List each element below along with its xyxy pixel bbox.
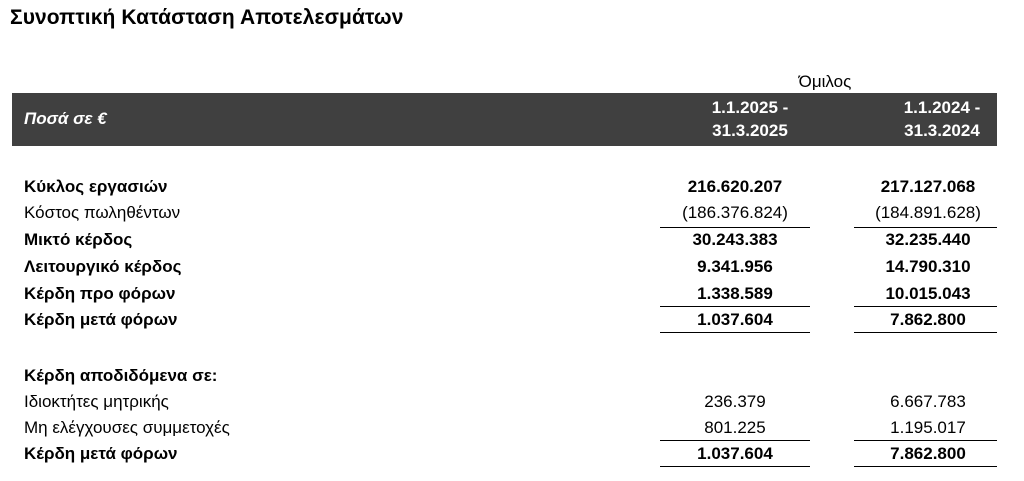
table-row (0, 200, 1024, 226)
row-label: Κέρδη αποδιδόμενα σε: (24, 366, 218, 385)
value-2025: 216.620.207 (687, 177, 783, 196)
table-row (0, 363, 1024, 389)
period-2024-header: 1.1.2024 - 31.3.2024 (903, 98, 981, 140)
row-label: Κέρδη μετά φόρων (24, 444, 178, 463)
row-label: Λειτουργικό κέρδος (24, 257, 182, 276)
table-row (0, 389, 1024, 415)
value-2024: 7.862.800 (890, 310, 966, 329)
value-2025: 30.243.383 (692, 230, 778, 249)
rule-line (854, 332, 997, 333)
rule-line (660, 306, 810, 307)
value-2024: 10.015.043 (885, 284, 971, 303)
value-2024: 217.127.068 (880, 177, 976, 196)
rule-line (854, 466, 997, 467)
table-row (0, 441, 1024, 467)
table-row (0, 254, 1024, 280)
value-2025: 1.338.589 (697, 284, 773, 303)
value-2024: 1.195.017 (890, 418, 966, 437)
table-header (12, 93, 997, 146)
period-2025-header: 1.1.2025 - 31.3.2025 (711, 98, 789, 140)
rule-line (660, 466, 810, 467)
page-title: Συνοπτική Κατάσταση Αποτελεσμάτων (10, 6, 404, 29)
row-label: Ιδιοκτήτες μητρικής (24, 392, 169, 411)
value-2024: 7.862.800 (890, 444, 966, 463)
value-2024: (184.891.628) (875, 203, 981, 222)
row-label: Κόστος πωληθέντων (24, 203, 181, 222)
table-row (0, 174, 1024, 200)
table-row (0, 227, 1024, 253)
rule-line (854, 227, 997, 228)
rule-line (660, 332, 810, 333)
value-2024: 14.790.310 (885, 257, 971, 276)
row-label: Κύκλος εργασιών (24, 177, 168, 196)
value-2025: 9.341.956 (697, 257, 773, 276)
value-2024: 32.235.440 (885, 230, 971, 249)
value-2025: (186.376.824) (682, 203, 788, 222)
rule-line (660, 227, 810, 228)
table-row (0, 307, 1024, 333)
value-2025: 1.037.604 (697, 444, 773, 463)
row-label: Μικτό κέρδος (24, 230, 133, 249)
table-row (0, 281, 1024, 307)
rule-line (854, 306, 997, 307)
row-label: Μη ελέγχουσες συμμετοχές (24, 418, 230, 437)
value-2025: 801.225 (704, 418, 766, 437)
value-2025: 1.037.604 (697, 310, 773, 329)
rule-line (660, 440, 810, 441)
value-2024: 6.667.783 (890, 392, 966, 411)
table-row (0, 415, 1024, 441)
row-label: Κέρδη μετά φόρων (24, 310, 178, 329)
row-label: Κέρδη προ φόρων (24, 284, 176, 303)
value-2025: 236.379 (704, 392, 766, 411)
amounts-unit-label: Ποσά σε € (24, 109, 107, 128)
group-column-label: Όμιλος (798, 72, 852, 91)
rule-line (854, 440, 997, 441)
